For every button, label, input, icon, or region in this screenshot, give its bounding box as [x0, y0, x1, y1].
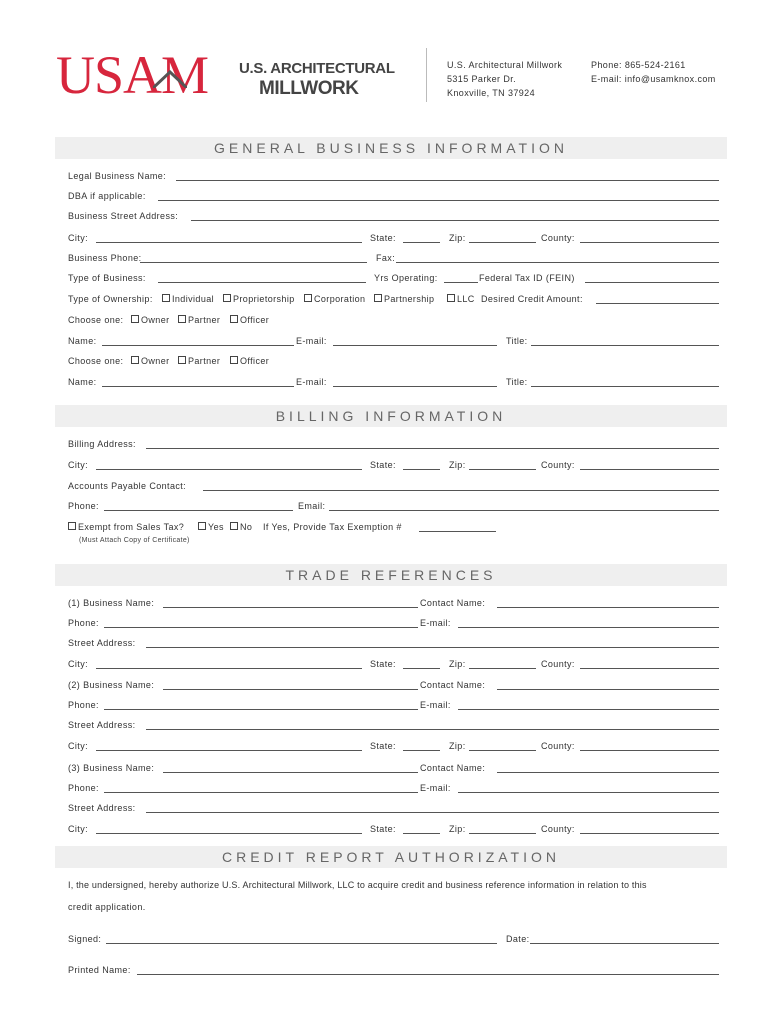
billing-county-field[interactable] [580, 469, 719, 470]
desired-credit-label: Desired Credit Amount: [481, 294, 583, 304]
zip-field[interactable] [469, 242, 536, 243]
county-label: County: [541, 824, 575, 834]
role-owner-2[interactable]: Owner [131, 356, 170, 366]
auth-text-line1: I, the undersigned, hereby authorize U.S. Architectural Millwork, LLC to acquire credit and business reference information in relation to this [68, 880, 647, 890]
section-header-credit: CREDIT REPORT AUTHORIZATION [55, 846, 727, 868]
email-label: Email: [298, 501, 326, 511]
billing-zip-field[interactable] [469, 469, 536, 470]
checkbox-icon [447, 294, 455, 302]
exempt-checkbox[interactable]: Exempt from Sales Tax? [68, 522, 184, 532]
billing-state-field[interactable] [403, 469, 440, 470]
ref3-zip-field[interactable] [469, 833, 536, 834]
phone-label: Phone: [68, 783, 99, 793]
checkbox-icon [162, 294, 170, 302]
ownership-individual[interactable]: Individual [162, 294, 214, 304]
title-label: Title: [506, 377, 528, 387]
contact-name-label: Contact Name: [420, 680, 486, 690]
choose-one-label: Choose one: [68, 315, 124, 325]
ref3-state-field[interactable] [403, 833, 440, 834]
county-field[interactable] [580, 242, 719, 243]
exempt-no[interactable]: No [230, 522, 252, 532]
ref2-state-field[interactable] [403, 750, 440, 751]
zip-label: Zip: [449, 233, 466, 243]
biz-phone-label: Business Phone: [68, 253, 142, 263]
ref1-phone-field[interactable] [104, 627, 418, 628]
company-name: U.S. Architectural Millwork [447, 60, 563, 70]
role-officer-2[interactable]: Officer [230, 356, 269, 366]
checkbox-icon [304, 294, 312, 302]
county-label: County: [541, 460, 575, 470]
ref3-business-field[interactable] [163, 772, 418, 773]
company-phone: Phone: 865-524-2161 [591, 60, 686, 70]
ownership-corporation[interactable]: Corporation [304, 294, 365, 304]
ref3-city-field[interactable] [96, 833, 362, 834]
email-field-2[interactable] [333, 386, 497, 387]
printed-name-label: Printed Name: [68, 965, 131, 975]
tax-exempt-label: If Yes, Provide Tax Exemption # [263, 522, 402, 532]
ref2-business-field[interactable] [163, 689, 418, 690]
ref2-email-field[interactable] [458, 709, 719, 710]
ap-contact-field[interactable] [203, 490, 719, 491]
name-label: Name: [68, 336, 97, 346]
exempt-yes[interactable]: Yes [198, 522, 224, 532]
tax-exempt-field[interactable] [419, 531, 496, 532]
zip-label: Zip: [449, 460, 466, 470]
state-label: State: [370, 741, 396, 751]
biz-phone-field[interactable] [140, 262, 367, 263]
ref2-county-field[interactable] [580, 750, 719, 751]
email-label: E-mail: [296, 336, 327, 346]
zip-label: Zip: [449, 741, 466, 751]
company-logo [56, 45, 406, 105]
checkbox-icon [68, 522, 76, 530]
desired-credit-field[interactable] [596, 303, 719, 304]
ref1-business-field[interactable] [163, 607, 418, 608]
phone-label: Phone: [68, 501, 99, 511]
billing-address-field[interactable] [146, 448, 719, 449]
ref1-email-field[interactable] [458, 627, 719, 628]
state-label: State: [370, 233, 396, 243]
logo-line2: MILLWORK [259, 78, 359, 99]
ref1-street-field[interactable] [146, 647, 719, 648]
ref2-city-field[interactable] [96, 750, 362, 751]
fein-label: Federal Tax ID (FEIN) [479, 273, 575, 283]
email-field-1[interactable] [333, 345, 497, 346]
billing-phone-field[interactable] [104, 510, 293, 511]
state-label: State: [370, 460, 396, 470]
yrs-operating-field[interactable] [444, 282, 478, 283]
legal-name-label: Legal Business Name: [68, 171, 167, 181]
title-field-1[interactable] [531, 345, 719, 346]
logo-letters: USAM [56, 45, 209, 105]
ownership-llc[interactable]: LLC [447, 294, 475, 304]
ownership-label: Type of Ownership: [68, 294, 153, 304]
type-business-label: Type of Business: [68, 273, 146, 283]
yrs-operating-label: Yrs Operating: [374, 273, 438, 283]
role-officer-1[interactable]: Officer [230, 315, 269, 325]
title-label: Title: [506, 336, 528, 346]
zip-label: Zip: [449, 824, 466, 834]
ref2-zip-field[interactable] [469, 750, 536, 751]
billing-city-field[interactable] [96, 469, 362, 470]
biz-street-label: Business Street Address: [68, 211, 179, 221]
ref3-contact-field[interactable] [497, 772, 719, 773]
ref3-county-field[interactable] [580, 833, 719, 834]
phone-label: Phone: [68, 618, 99, 628]
contact-name-label: Contact Name: [420, 763, 486, 773]
ap-contact-label: Accounts Payable Contact: [68, 481, 187, 491]
checkbox-icon [131, 315, 139, 323]
logo-line1: U.S. ARCHITECTURAL [239, 60, 395, 77]
ref1-business-label: (1) Business Name: [68, 598, 155, 608]
choose-one-label: Choose one: [68, 356, 124, 366]
checkbox-icon [230, 315, 238, 323]
title-field-2[interactable] [531, 386, 719, 387]
email-label: E-mail: [420, 783, 451, 793]
city-label: City: [68, 233, 88, 243]
fax-label: Fax: [376, 253, 396, 263]
city-label: City: [68, 741, 88, 751]
phone-label: Phone: [68, 700, 99, 710]
checkbox-icon [230, 522, 238, 530]
contact-name-label: Contact Name: [420, 598, 486, 608]
checkbox-icon [178, 356, 186, 364]
email-label: E-mail: [420, 618, 451, 628]
state-label: State: [370, 824, 396, 834]
header-divider [426, 48, 427, 102]
role-partner-2[interactable]: Partner [178, 356, 220, 366]
county-label: County: [541, 741, 575, 751]
county-label: County: [541, 659, 575, 669]
company-email: E-mail: info@usamknox.com [591, 74, 716, 84]
type-business-field[interactable] [158, 282, 366, 283]
billing-address-label: Billing Address: [68, 439, 136, 449]
checkbox-icon [131, 356, 139, 364]
company-citystate: Knoxville, TN 37924 [447, 88, 535, 98]
auth-text-line2: credit application. [68, 902, 146, 912]
ref3-phone-field[interactable] [104, 792, 418, 793]
ref1-contact-field[interactable] [497, 607, 719, 608]
ref1-state-field[interactable] [403, 668, 440, 669]
legal-name-field[interactable] [176, 180, 719, 181]
signature-field[interactable] [106, 943, 497, 944]
biz-street-field[interactable] [191, 220, 719, 221]
checkbox-icon [198, 522, 206, 530]
checkbox-icon [178, 315, 186, 323]
date-field[interactable] [530, 943, 719, 944]
attach-cert-note: (Must Attach Copy of Certificate) [79, 537, 190, 544]
ref3-street-field[interactable] [146, 812, 719, 813]
ownership-proprietorship[interactable]: Proprietorship [223, 294, 295, 304]
logo-roof-icon [153, 70, 187, 88]
ref1-city-field[interactable] [96, 668, 362, 669]
role-partner-1[interactable]: Partner [178, 315, 220, 325]
section-header-general: GENERAL BUSINESS INFORMATION [55, 137, 727, 159]
section-header-billing: BILLING INFORMATION [55, 405, 727, 427]
ref3-email-field[interactable] [458, 792, 719, 793]
city-label: City: [68, 460, 88, 470]
name-field-2[interactable] [102, 386, 294, 387]
printed-name-field[interactable] [137, 974, 719, 975]
billing-email-field[interactable] [329, 510, 719, 511]
dba-field[interactable] [158, 200, 719, 201]
date-label: Date: [506, 934, 530, 944]
dba-label: DBA if applicable: [68, 191, 146, 201]
state-label: State: [370, 659, 396, 669]
ref3-business-label: (3) Business Name: [68, 763, 155, 773]
ref1-county-field[interactable] [580, 668, 719, 669]
zip-label: Zip: [449, 659, 466, 669]
role-owner-1[interactable]: Owner [131, 315, 170, 325]
ref2-business-label: (2) Business Name: [68, 680, 155, 690]
street-address-label: Street Address: [68, 720, 136, 730]
checkbox-icon [230, 356, 238, 364]
county-label: County: [541, 233, 575, 243]
city-field[interactable] [96, 242, 362, 243]
ref2-street-field[interactable] [146, 729, 719, 730]
street-address-label: Street Address: [68, 638, 136, 648]
city-label: City: [68, 824, 88, 834]
ref2-phone-field[interactable] [104, 709, 418, 710]
checkbox-icon [374, 294, 382, 302]
email-label: E-mail: [296, 377, 327, 387]
checkbox-icon [223, 294, 231, 302]
fein-field[interactable] [585, 282, 719, 283]
street-address-label: Street Address: [68, 803, 136, 813]
signed-label: Signed: [68, 934, 102, 944]
name-field-1[interactable] [102, 345, 294, 346]
city-label: City: [68, 659, 88, 669]
state-field[interactable] [403, 242, 440, 243]
section-header-trade: TRADE REFERENCES [55, 564, 727, 586]
company-street: 5315 Parker Dr. [447, 74, 517, 84]
name-label: Name: [68, 377, 97, 387]
ref2-contact-field[interactable] [497, 689, 719, 690]
fax-field[interactable] [396, 262, 719, 263]
ref1-zip-field[interactable] [469, 668, 536, 669]
ownership-partnership[interactable]: Partnership [374, 294, 434, 304]
email-label: E-mail: [420, 700, 451, 710]
